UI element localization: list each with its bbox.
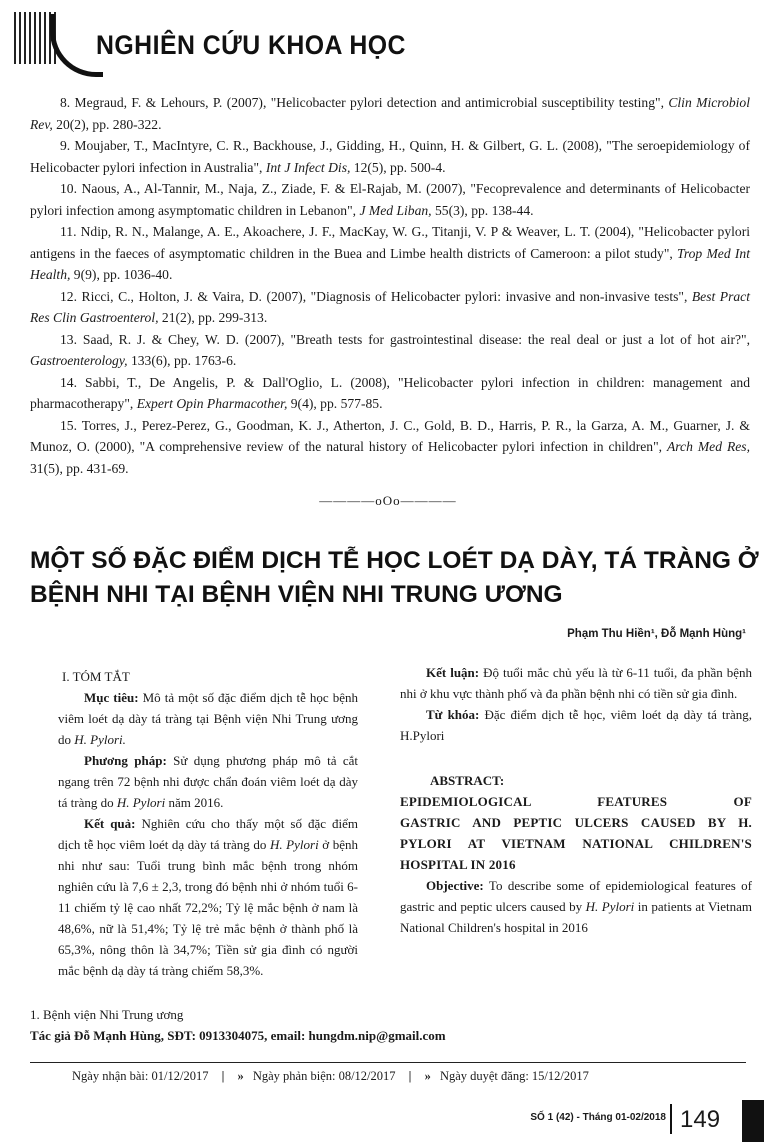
author-footnote: [30, 1004, 446, 1046]
abstract-objective: Objective: To describe some of epidemiological features of gastric and peptic ulcers caused by H. Pylori in patients at Vietnam National Children's hospital in 2016: [400, 878, 752, 935]
summary-keywords: Từ khóa: Đặc điểm dịch tễ học, viêm loét dạ dày tá tràng, H.Pylori: [400, 707, 752, 743]
summary-method: Phương pháp: Sử dụng phương pháp mô tả cắt ngang trên 72 bệnh nhi được chẩn đoán viêm loét dạ dày tá tràng do H. Pylori năm 2016.: [58, 753, 358, 810]
issue-label: SỐ 1 (42) - Tháng 01-02/2018: [530, 1112, 666, 1123]
reference-item: 14. Sabbi, T., De Angelis, P. & Dall'Oglio, L. (2008), "Helicobacter pylori infection in children: management and pharmacotherapy", Expert Opin Pharmacother, 9(4), pp. 577-85.: [30, 374, 750, 411]
date-reviewed: Ngày phản biện: 08/12/2017: [252, 1069, 396, 1083]
date-received: Ngày nhận bài: 01/12/2017: [72, 1069, 209, 1083]
footer-rule: [670, 1104, 672, 1134]
date-accepted: Ngày duyệt đăng: 15/12/2017: [439, 1069, 589, 1083]
abstract-title: EPIDEMIOLOGICAL FEATURES OF GASTRIC AND PEPTIC ULCERS CAUSED BY H. PYLORI AT VIETNAM NATIONAL CHILDREN'S HOSPITAL IN 2016: [400, 794, 752, 872]
article-title: MỘT SỐ ĐẶC ĐIỂM DỊCH TỄ HỌC LOÉT DẠ DÀY, TÁ TRÀNG Ở BỆNH NHI TẠI BỆNH VIỆN NHI TRUNG ƯƠNG: [30, 547, 759, 608]
affiliation-note: 1. Bệnh viện Nhi Trung ương: [30, 1007, 184, 1022]
contact-note: Tác giả Đỗ Mạnh Hùng, SĐT: 0913304075, email: hungdm.nip@gmail.com: [30, 1028, 446, 1043]
reference-item: 10. Naous, A., Al-Tannir, M., Naja, Z., Ziade, F. & El-Rajab, M. (2007), "Fecoprevalence and determinants of Helicobacter pylori infection among asymptomatic children in Lebanon", J Med Liban, 55(3), pp. 138-44.: [30, 181, 750, 218]
separator-bar: |: [408, 1069, 412, 1083]
dates-rule: [30, 1062, 746, 1063]
arrow-icon: »: [424, 1069, 431, 1083]
header-logo-mark: [14, 12, 74, 68]
section-title: NGHIÊN CỨU KHOA HỌC: [96, 30, 406, 60]
abstract-column: [400, 662, 752, 938]
page-number: 149: [680, 1106, 721, 1133]
reference-item: 13. Saad, R. J. & Chey, W. D. (2007), "Breath tests for gastrointestinal disease: the real deal or just a lot of hot air?", Gastroenterology, 133(6), pp. 1763-6.: [30, 331, 750, 368]
submission-dates: [72, 1069, 599, 1084]
summary-result: Kết quả: Nghiên cứu cho thấy một số đặc điểm dịch tễ học viêm loét dạ dày tá tràng do H. Pylori ở bệnh nhi như sau: Tuổi trung bình mắc bệnh trong nhóm nghiên cứu là 7,6 ± 2,3, trong đó bệnh nhi ở nhóm tuổi 6-11 chiếm tỷ lệ cao nhất 72,2%; Tỷ lệ mắc bệnh ở nam là 48,6%, nữ là 51,4%; Tỷ lệ trẻ mắc bệnh ở thành phố là 65,3%, nông thôn là 34,7%; Tiền sử gia đình có người mắc bệnh dạ dày tá tràng chiếm 58,3%.: [58, 816, 358, 978]
summary-column: [58, 666, 358, 981]
references-list: [30, 92, 750, 479]
reference-item: 8. Megraud, F. & Lehours, P. (2007), "Helicobacter pylori detection and antimicrobial susceptibility testing", Clin Microbiol Rev, 20(2), pp. 280-322.: [30, 95, 750, 132]
summary-conclusion: Kết luận: Độ tuổi mắc chủ yếu là từ 6-11 tuổi, đa phần bệnh nhi ở khu vực thành phố và đa phần bệnh nhi có tiền sử gia đình.: [400, 665, 752, 701]
reference-item: 9. Moujaber, T., MacIntyre, C. R., Backhouse, J., Gidding, H., Quinn, H. & Gilbert, G. L. (2008), "The seroepidemiology of Helicobacter pylori infection in Australia", Int J Infect Dis, 12(5), pp. 500-4.: [30, 138, 750, 175]
section-divider: ————oOo————: [319, 493, 457, 508]
separator-bar: |: [221, 1069, 225, 1083]
reference-item: 11. Ndip, R. N., Malange, A. E., Akoachere, J. F., MacKay, W. G., Titanji, V. P & Weaver, L. T. (2004), "Helicobacter pylori antigens in the faeces of asymptomatic children in the Buea and Limbe health districts of Cameroon: a pilot study", Trop Med Int Health, 9(9), pp. 1036-40.: [30, 224, 750, 282]
reference-item: 15. Torres, J., Perez-Perez, G., Goodman, K. J., Atherton, J. C., Gold, B. D., Harris, P. R., la Garza, A. M., Guarner, J. & Munoz, O. (2000), "A comprehensive review of the natural history of Helicobacter pylori infection in children", Arch Med Res, 31(5), pp. 431-69.: [30, 417, 750, 476]
abstract-heading: ABSTRACT:: [430, 773, 505, 788]
article-authors: Phạm Thu Hiền¹, Đỗ Mạnh Hùng¹: [567, 628, 746, 640]
summary-objective: Mục tiêu: Mô tả một số đặc điểm dịch tễ học bệnh viêm loét dạ dày tá tràng tại Bệnh viện Nhi Trung ương do H. Pylori.: [58, 690, 358, 747]
reference-item: 12. Ricci, C., Holton, J. & Vaira, D. (2007), "Diagnosis of Helicobacter pylori: invasive and non-invasive tests", Best Pract Res Clin Gastroenterol, 21(2), pp. 299-313.: [30, 288, 750, 325]
corner-tab-decoration: [742, 1100, 764, 1142]
arrow-icon: »: [237, 1069, 244, 1083]
summary-heading: I. TÓM TẮT: [62, 669, 130, 684]
